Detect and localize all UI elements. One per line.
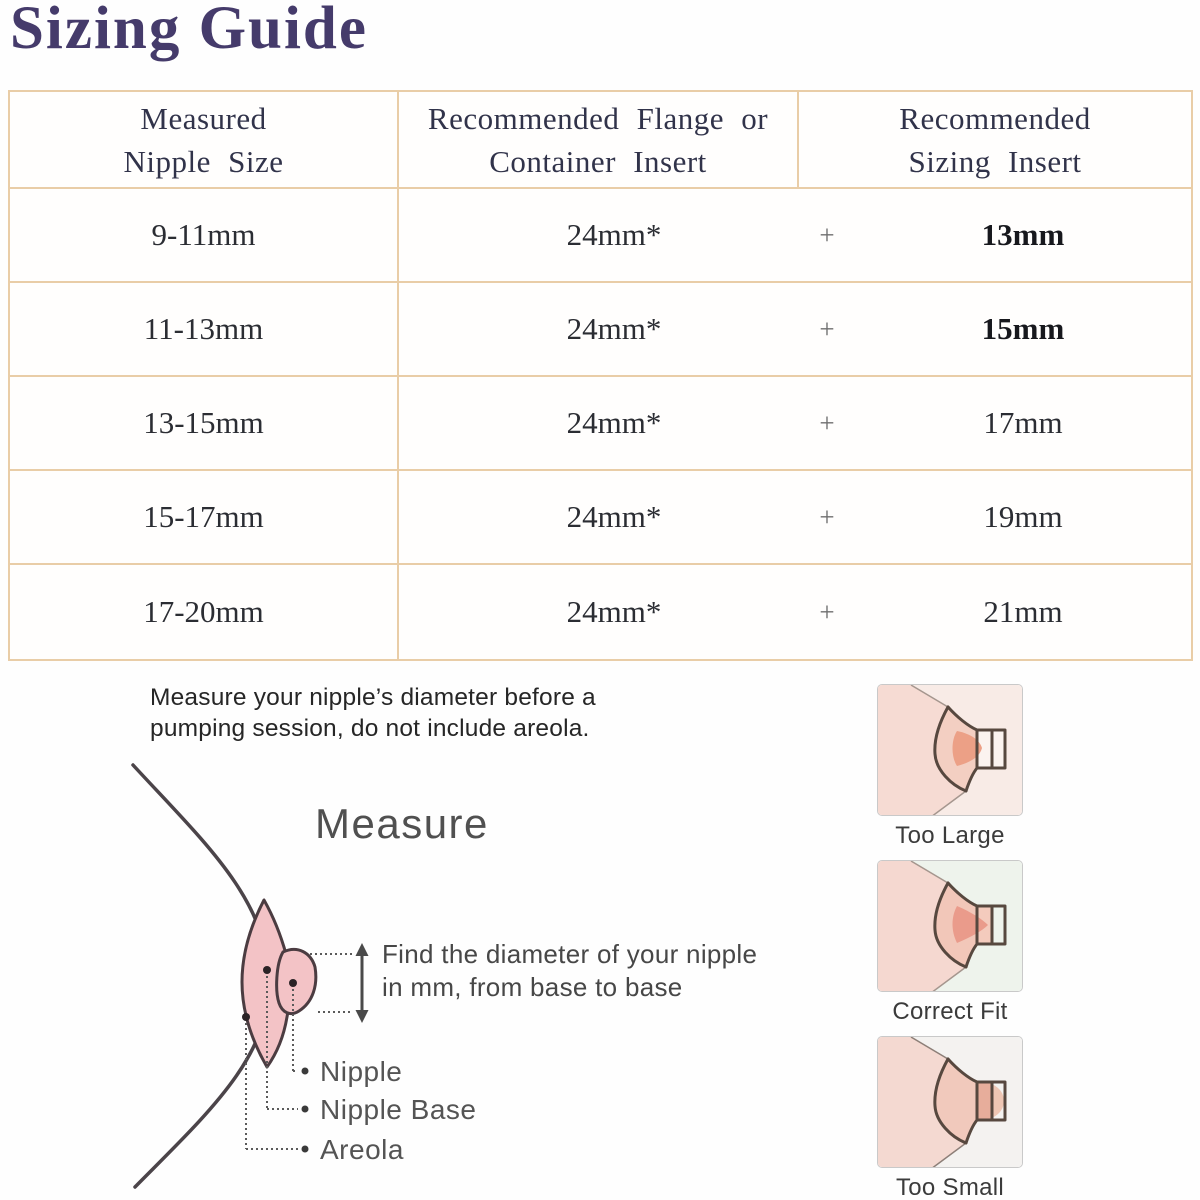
- instructions-line1: Measure your nipple’s diameter before a: [150, 684, 596, 711]
- hint-line2: in mm, from base to base: [382, 972, 683, 1002]
- label-bullet: [302, 1146, 309, 1153]
- table-header-row: [10, 92, 1191, 189]
- areola-dot: [242, 1013, 250, 1021]
- sizing-insert-cell: 13mm: [981, 217, 1065, 252]
- flange-cell: 24mm*: [566, 217, 662, 252]
- header-line: Measured: [140, 100, 267, 136]
- header-line: Container Insert: [489, 143, 707, 179]
- nipple-size-cell: 15-17mm: [10, 471, 399, 563]
- fit-card-too-large: [877, 684, 1023, 850]
- table-row: [10, 565, 1191, 659]
- nipple-base-dot: [263, 966, 271, 974]
- header-measured-nipple-size: [10, 92, 399, 187]
- label-bullet: [302, 1106, 309, 1113]
- table-row: [10, 471, 1191, 565]
- nipple-size-cell: 17-20mm: [10, 565, 399, 659]
- fit-label-correct-fit: Correct Fit: [892, 998, 1008, 1025]
- nipple-size-cell: 9-11mm: [10, 189, 399, 281]
- breast-measure-diagram: [0, 660, 820, 1200]
- correct-fit-image: [877, 860, 1023, 992]
- fit-label-too-large: Too Large: [895, 822, 1005, 849]
- table-row: [10, 283, 1191, 377]
- plus-sign: +: [819, 501, 835, 532]
- flange-cell: 24mm*: [566, 405, 662, 440]
- table-row: [10, 189, 1191, 283]
- page-title: Sizing Guide: [10, 0, 368, 62]
- label-areola: Areola: [320, 1134, 404, 1165]
- plus-sign: +: [819, 596, 835, 627]
- plus-sign: +: [819, 313, 835, 344]
- tunnel-filled-tissue: [977, 1082, 992, 1120]
- label-nipple: Nipple: [320, 1056, 403, 1087]
- nipple-dot: [289, 979, 297, 987]
- flange-cell: 24mm*: [566, 499, 662, 534]
- sizing-insert-cell: 17mm: [983, 405, 1063, 440]
- sizing-insert-cell: 21mm: [983, 594, 1063, 629]
- header-recommended-sizing-insert: [799, 92, 1191, 187]
- sizing-insert-cell: 19mm: [983, 499, 1063, 534]
- flange-cell: 24mm*: [566, 594, 662, 629]
- label-nipple-base: Nipple Base: [320, 1094, 477, 1125]
- too-small-image: [877, 1036, 1023, 1168]
- diameter-arrow: [356, 943, 369, 1023]
- header-line: Nipple Size: [123, 143, 284, 179]
- fit-card-correct-fit: [877, 860, 1023, 1026]
- table-row: [10, 377, 1191, 471]
- header-line: Recommended Flange or: [427, 100, 769, 136]
- fit-card-too-small: [877, 1036, 1023, 1200]
- nipple-size-cell: 13-15mm: [10, 377, 399, 469]
- hint-line1: Find the diameter of your nipple: [382, 939, 758, 969]
- plus-sign: +: [819, 407, 835, 438]
- plus-sign: +: [819, 219, 835, 250]
- too-large-image: [877, 684, 1023, 816]
- label-bullet: [302, 1068, 309, 1075]
- header-recommended-flange: [399, 92, 799, 187]
- flange-cell: 24mm*: [566, 311, 662, 346]
- header-line: Recommended: [899, 100, 1091, 136]
- fit-label-too-small: Too Small: [895, 1174, 1005, 1200]
- sizing-table: [8, 90, 1193, 661]
- header-line: Sizing Insert: [908, 143, 1082, 179]
- measure-heading: Measure: [315, 800, 489, 847]
- nipple-size-cell: 11-13mm: [10, 283, 399, 375]
- instructions-line2: pumping session, do not include areola.: [150, 715, 590, 742]
- sizing-insert-cell: 15mm: [981, 311, 1065, 346]
